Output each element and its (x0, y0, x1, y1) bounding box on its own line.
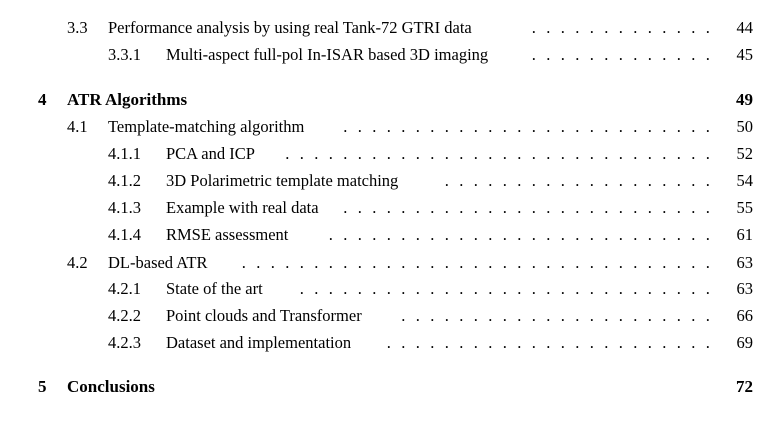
toc-entry-number: 5 (38, 377, 47, 396)
toc-entry-number: 4.2.2 (108, 306, 141, 325)
toc-entry-title: Multi-aspect full-pol In-ISAR based 3D imaging (166, 45, 489, 64)
leader-dots: . . . . . . . . . . . . . . . . . . . . . . (401, 306, 710, 325)
toc-entry-title: State of the art (166, 279, 263, 298)
leader-dots: . . . . . . . . . . . . . (531, 18, 710, 37)
toc-entry-title: Performance analysis by using real Tank-72 GTRI data (108, 18, 472, 37)
toc-entry-4-1[interactable] (0, 116, 784, 138)
toc-entry-title: Point clouds and Transformer (166, 306, 362, 325)
leader-dots: . . . . . . . . . . . . . . . . . . . . . . . . . . . (328, 225, 710, 244)
toc-entry-4-2-1[interactable] (0, 278, 784, 300)
leader-dots: . . . . . . . . . . . . . . . . . . . . . . . . . . . . . . . . . (241, 253, 710, 272)
toc-entry-title: 3D Polarimetric template matching (166, 171, 399, 190)
toc-entry-number: 3.3.1 (108, 45, 141, 64)
toc-entry-page: 61 (736, 225, 753, 244)
toc-entry-title: Conclusions (67, 377, 155, 396)
toc-entry-number: 4.1.3 (108, 198, 141, 217)
toc-entry-4-1-2[interactable] (0, 170, 784, 192)
toc-entry-number: 4.1.4 (108, 225, 141, 244)
toc-entry-page: 49 (736, 90, 753, 109)
toc-entry-page: 66 (736, 306, 753, 325)
toc-entry-number: 4 (38, 90, 47, 109)
toc-entry-page: 45 (736, 45, 753, 64)
toc-entry-4-1-3[interactable] (0, 197, 784, 219)
toc-entry-page: 50 (736, 117, 753, 136)
leader-dots: . . . . . . . . . . . . . . . . . . . . . . . . . . (343, 117, 710, 136)
leader-dots: . . . . . . . . . . . . . . . . . . . . . . . . . . . . . (299, 279, 710, 298)
toc-entry-page: 63 (736, 279, 753, 298)
toc-entry-number: 4.2 (67, 253, 88, 272)
toc-entry-4-1-4[interactable] (0, 224, 784, 246)
toc-entry-title: PCA and ICP (166, 144, 255, 163)
toc-entry-title: Template-matching algorithm (108, 117, 305, 136)
leader-dots: . . . . . . . . . . . . . . . . . . . . . . . . . . . . . . (285, 144, 710, 163)
toc-entry-page: 69 (736, 333, 753, 352)
toc-entry-number: 4.2.1 (108, 279, 141, 298)
toc-entry-title: RMSE assessment (166, 225, 289, 244)
toc-entry-4[interactable] (0, 89, 784, 111)
toc-entry-4-2-3[interactable] (0, 332, 784, 354)
toc-entry-number: 4.1.2 (108, 171, 141, 190)
toc-entry-number: 3.3 (67, 18, 88, 37)
toc-entry-page: 54 (736, 171, 753, 190)
toc-entry-title: Example with real data (166, 198, 319, 217)
toc-entry-title: Dataset and implementation (166, 333, 352, 352)
leader-dots: . . . . . . . . . . . . . . . . . . . . . . . . . . (343, 198, 710, 217)
toc-entry-title: ATR Algorithms (67, 90, 188, 109)
toc-entry-page: 72 (736, 377, 753, 396)
leader-dots: . . . . . . . . . . . . . . . . . . . (444, 171, 710, 190)
leader-dots: . . . . . . . . . . . . . . . . . . . . . . . (386, 333, 710, 352)
toc-entry-number: 4.1.1 (108, 144, 141, 163)
toc-entry-number: 4.2.3 (108, 333, 141, 352)
toc-entry-3-3-1[interactable] (0, 44, 784, 66)
toc-entry-title: DL-based ATR (108, 253, 208, 272)
toc-entry-4-2-2[interactable] (0, 305, 784, 327)
toc-entry-page: 55 (736, 198, 753, 217)
toc-entry-page: 44 (736, 18, 753, 37)
toc-entry-page: 63 (736, 253, 753, 272)
leader-dots: . . . . . . . . . . . . . (531, 45, 710, 64)
toc-entry-4-1-1[interactable] (0, 143, 784, 165)
toc-entry-3-3[interactable] (0, 17, 784, 39)
toc-entry-number: 4.1 (67, 117, 88, 136)
toc-entry-page: 52 (736, 144, 753, 163)
toc-entry-4-2[interactable] (0, 252, 784, 274)
toc-entry-5[interactable] (0, 376, 784, 398)
